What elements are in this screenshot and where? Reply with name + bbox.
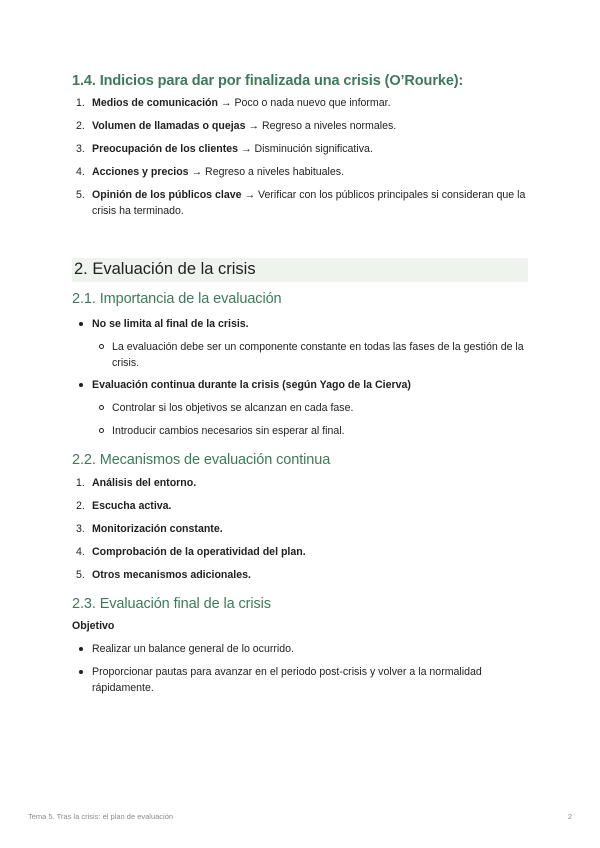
list-item: 4. Comprobación de la operatividad del plan.	[76, 546, 306, 558]
heading-1-4: 1.4. Indicios para dar por finalizada una crisis (O’Rourke):	[72, 73, 464, 89]
bullet-icon	[99, 344, 104, 349]
bullet-icon	[79, 322, 83, 326]
heading-2-2: 2.2. Mecanismos de evaluación continua	[72, 452, 331, 468]
list-item: 5. Otros mecanismos adicionales.	[76, 569, 251, 581]
list-item: 2. Escucha activa.	[76, 500, 172, 512]
list-item: 3. Preocupación de los clientes → Disminución significativa.	[76, 143, 373, 155]
list-item: Realizar un balance general de lo ocurrido.	[72, 641, 528, 657]
list-item: 1. Análisis del entorno.	[76, 477, 197, 489]
heading-2: 2. Evaluación de la crisis	[72, 258, 528, 282]
objective-label: Objetivo	[72, 620, 115, 632]
list-item: 1. Medios de comunicación → Poco o nada nuevo que informar.	[76, 97, 391, 109]
page-number: 2	[567, 812, 572, 821]
heading-2-1: 2.1. Importancia de la evaluación	[72, 291, 282, 307]
list-item: 4. Acciones y precios → Regreso a niveles habituales.	[76, 166, 345, 178]
bullet-icon	[79, 647, 83, 651]
list-item: 2. Volumen de llamadas o quejas → Regreso a niveles normales.	[76, 120, 397, 132]
list-item: 5. Opinión de los públicos clave → Verificar con los públicos principales si consideran que la crisis ha terminado.	[76, 189, 526, 217]
bullet-icon	[79, 670, 83, 674]
footer-title: Tema 5. Tras la crisis: el plan de evaluación	[28, 812, 174, 821]
list-item: Controlar si los objetivos se alcanzan en cada fase.	[72, 400, 528, 416]
bullet-icon	[99, 428, 104, 433]
list-item: 3. Monitorización constante.	[76, 523, 223, 535]
list-item: Proporcionar pautas para avanzar en el periodo post-crisis y volver a la normalidad rápidamente.	[72, 664, 528, 696]
list-item: La evaluación debe ser un componente constante en todas las fases de la gestión de la crisis.	[72, 339, 528, 371]
list-item: No se limita al final de la crisis.	[72, 316, 528, 332]
heading-2-3: 2.3. Evaluación final de la crisis	[72, 596, 271, 612]
bullet-icon	[79, 383, 83, 387]
list-item: Introducir cambios necesarios sin esperar al final.	[72, 423, 528, 439]
list-item: Evaluación continua durante la crisis (según Yago de la Cierva)	[72, 377, 528, 393]
bullet-icon	[99, 405, 104, 410]
